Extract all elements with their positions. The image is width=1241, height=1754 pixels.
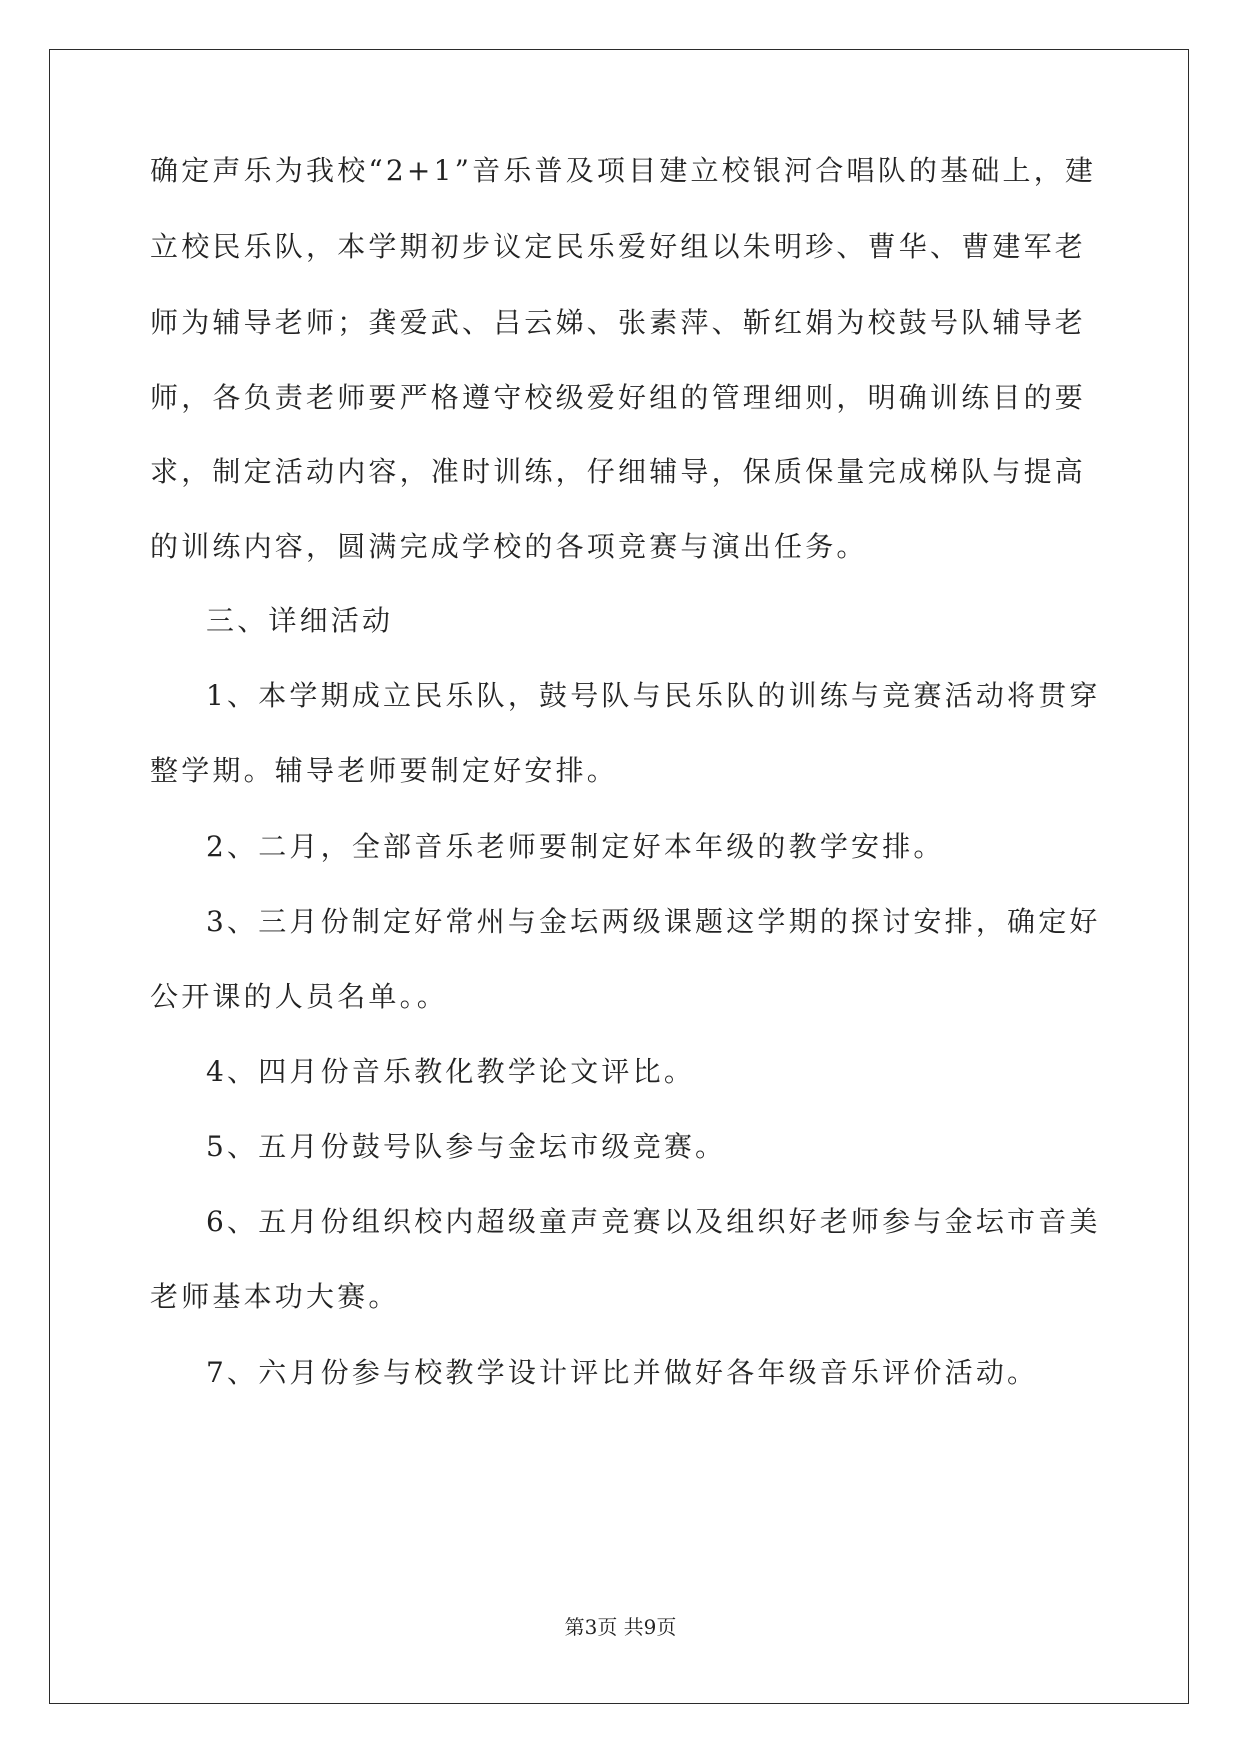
list-item: 1、本学期成立民乐队，鼓号队与民乐队的训练与竞赛活动将贯穿 (206, 679, 1101, 712)
page-number: 第3页 共9页 (564, 1615, 677, 1639)
paragraph-line: 整学期。辅导老师要制定好安排。 (150, 754, 619, 787)
paragraph-line: 公开课的人员名单。。 (150, 980, 449, 1013)
list-item: 7、六月份参与校教学设计评比并做好各年级音乐评价活动。 (206, 1356, 1039, 1389)
paragraph-line: 求，制定活动内容，准时训练，仔细辅导，保质保量完成梯队与提高 (150, 455, 1087, 488)
section-heading: 三、详细活动 (206, 604, 394, 637)
paragraph-line: 老师基本功大赛。 (150, 1280, 400, 1313)
paragraph-line: 师，各负责老师要严格遵守校级爱好组的管理细则，明确训练目的要 (150, 381, 1087, 414)
paragraph-line: 师为辅导老师；龚爱武、吕云娣、张素萍、靳红娟为校鼓号队辅导老 (150, 306, 1087, 339)
list-item: 4、四月份音乐教化教学论文评比。 (206, 1055, 696, 1088)
paragraph-line: 的训练内容，圆满完成学校的各项竞赛与演出任务。 (150, 530, 868, 563)
list-item: 2、二月，全部音乐老师要制定好本年级的教学安排。 (206, 830, 945, 863)
paragraph-line: 立校民乐队，本学期初步议定民乐爱好组以朱明珍、曹华、曹建军老 (150, 230, 1087, 263)
list-item: 6、五月份组织校内超级童声竞赛以及组织好老师参与金坛市音美 (206, 1205, 1101, 1238)
page-border (49, 49, 1189, 1704)
list-item: 3、三月份制定好常州与金坛两级课题这学期的探讨安排，确定好 (206, 905, 1101, 938)
list-item: 5、五月份鼓号队参与金坛市级竞赛。 (206, 1130, 727, 1163)
paragraph-line: 确定声乐为我校“2+1”音乐普及项目建立校银河合唱队的基础上，建 (150, 154, 1097, 187)
